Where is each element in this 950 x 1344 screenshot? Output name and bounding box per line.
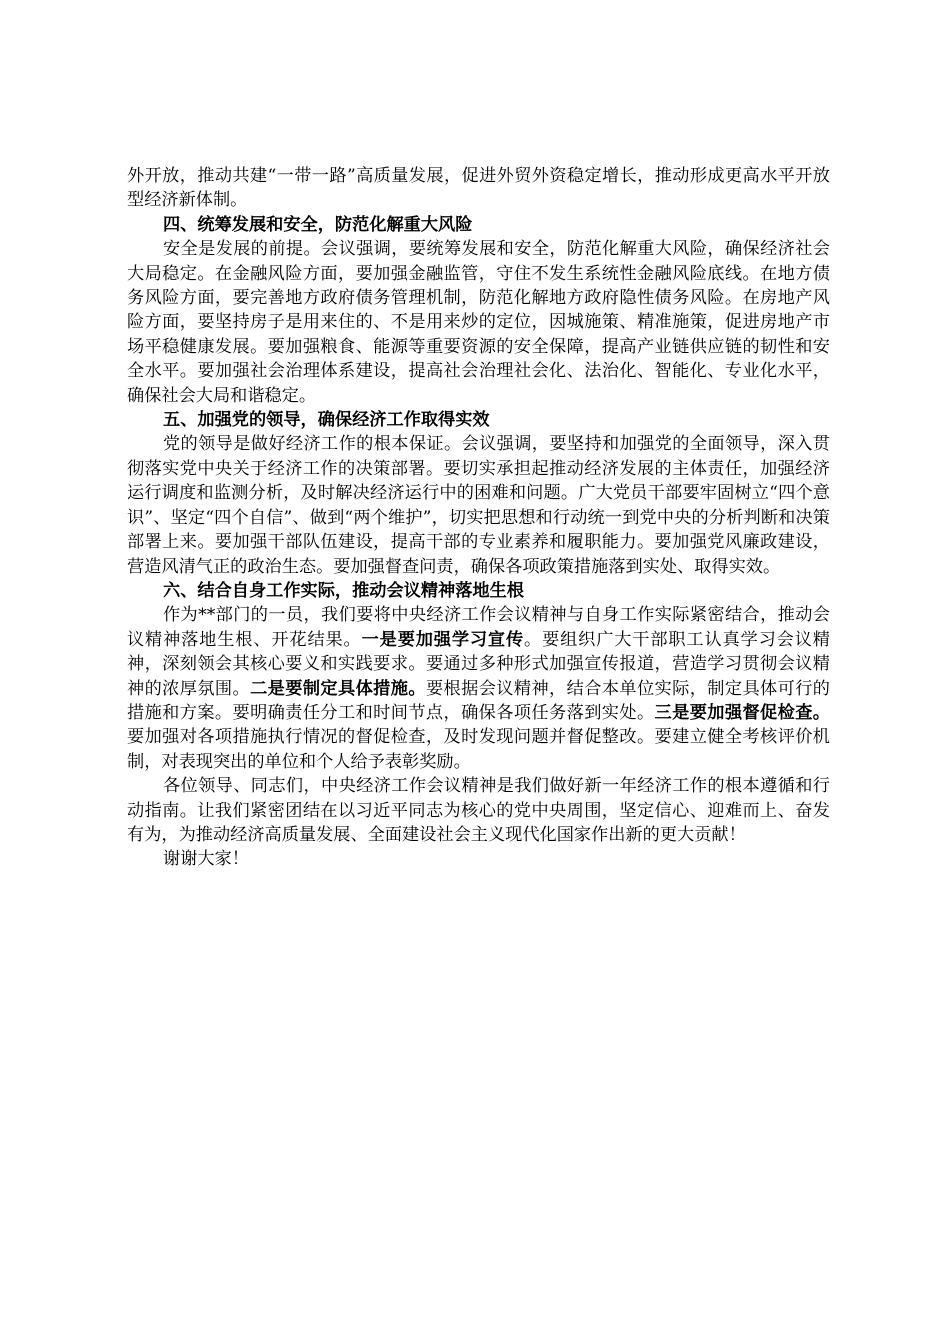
document-body xyxy=(127,164,830,872)
paragraph-thanks: 谢谢大家！ xyxy=(163,849,249,870)
paragraph-closing: 各位领导、同志们，中央经济工作会议精神是我们做好新一年经济工作的根本遵循和行动指南。让我们紧密团结在以习近平同志为核心的党中央周围，坚定信心、迎难而上、奋发有为，为推动经济高质量发展、全面建设社会主义现代化国家作出新的更大贡献！ xyxy=(127,776,830,845)
paragraph-section-6-point-2: 要根据会议精神，结合本单位实际，制定具体可行的措施和方案。要明确责任分工和时间节点，确保各项任务落到实处。 xyxy=(127,678,830,723)
paragraph-section-6-point-1: 。要组织广大干部职工认真学习会议精神，深刻领会其核心要义和实践要求。要通过多种形式加强宣传报道，营造学习贯彻会议精神的浓厚氛围。 xyxy=(127,629,830,699)
section-heading-4: 四、统筹发展和安全，防范化解重大风险 xyxy=(163,214,473,235)
bold-point-1: 一是要加强学习宣传 xyxy=(361,629,525,650)
section-heading-6: 六、结合自身工作实际，推动会议精神落地生根 xyxy=(163,580,524,601)
paragraph-section-6 xyxy=(127,603,830,774)
paragraph-section-5: 党的领导是做好经济工作的根本保证。会议强调，要坚持和加强党的全面领导，深入贯彻落实党中央关于经济工作的决策部署。要切实承担起推动经济发展的主体责任，加强经济运行调度和监测分析，及时解决经济运行中的困难和问题。广大党员干部要牢固树立“四个意识”、坚定“四个自信”、做到“两个维护”，切实把思想和行动统一到党中央的分析判断和决策部署上来。要加强干部队伍建设，提高干部的专业素养和履职能力。要加强党风廉政建设，营造风清气正的政治生态。要加强督查问责，确保各项政策措施落到实处、取得实效。 xyxy=(127,434,830,577)
paragraph-opening: 外开放，推动共建“一带一路”高质量发展，促进外贸外资稳定增长，推动形成更高水平开放型经济新体制。 xyxy=(127,166,830,211)
paragraph-section-6-point-3: 要加强对各项措施执行情况的督促检查，及时发现问题并督促整改。要建立健全考核评价机制，对表现突出的单位和个人给予表彰奖励。 xyxy=(127,727,830,772)
bold-point-3: 三是要加强督促检查。 xyxy=(654,702,830,723)
section-heading-5: 五、加强党的领导，确保经济工作取得实效 xyxy=(163,410,490,431)
paragraph-section-6-intro: 作为**部门的一员，我们要将中央经济工作会议精神与自身工作实际紧密结合，推动会议精神落地生根、开花结果。 xyxy=(127,605,830,650)
bold-point-2: 二是要制定具体措施。 xyxy=(250,678,426,699)
paragraph-section-4: 安全是发展的前提。会议强调，要统筹发展和安全，防范化解重大风险，确保经济社会大局稳定。在金融风险方面，要加强金融监管，守住不发生系统性金融风险底线。在地方债务风险方面，要完善地方政府债务管理机制，防范化解地方政府隐性债务风险。在房地产风险方面，要坚持房子是用来住的、不是用来炒的定位，因城施策、精准施策，促进房地产市场平稳健康发展。要加强粮食、能源等重要资源的安全保障，提高产业链供应链的韧性和安全水平。要加强社会治理体系建设，提高社会治理社会化、法治化、智能化、专业化水平，确保社会大局和谐稳定。 xyxy=(127,239,830,406)
